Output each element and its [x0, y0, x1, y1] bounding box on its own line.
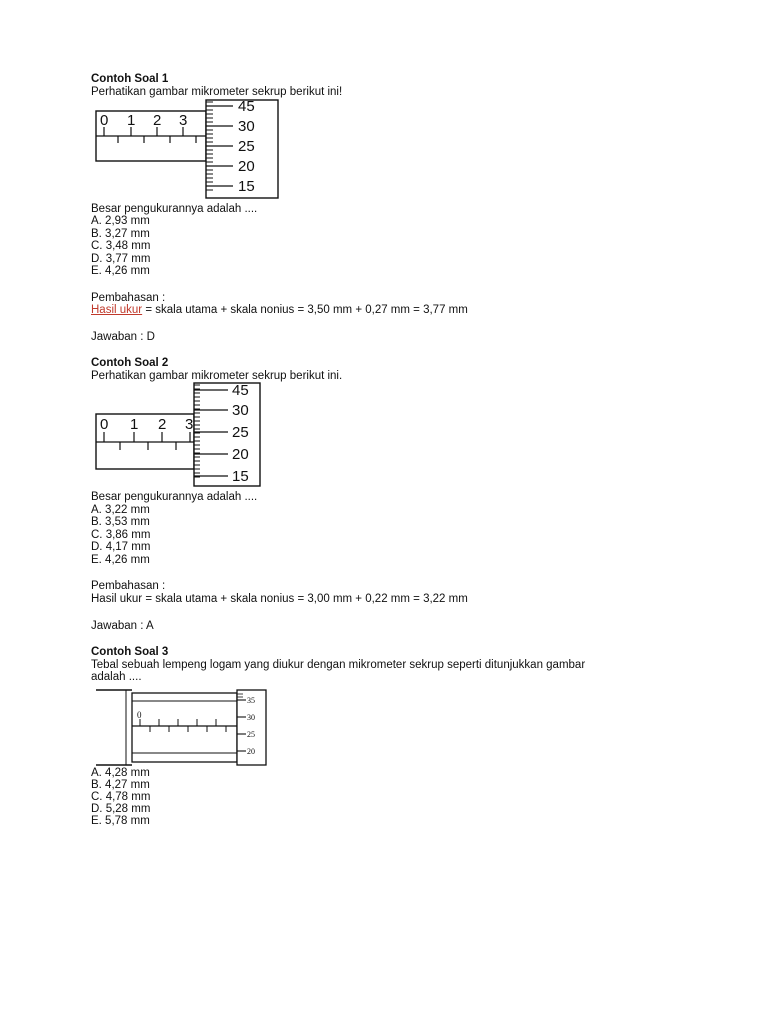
- q1-thimble-45: 45: [238, 98, 255, 115]
- q1-main-scale-1: 1: [127, 112, 136, 129]
- q2-discussion-label: Pembahasan :: [91, 580, 166, 592]
- q3-micrometer-figure: [94, 688, 270, 768]
- q2-option-d: D. 4,17 mm: [91, 541, 151, 553]
- q1-thimble-30: 30: [238, 118, 255, 135]
- q3-thimble-35: 35: [247, 696, 255, 705]
- q3-prompt-line1: Tebal sebuah lempeng logam yang diukur dengan mikrometer sekrup seperti ditunjukkan gambar: [91, 659, 586, 671]
- q3-thimble-30: 30: [247, 713, 255, 722]
- q1-main-scale-0: 0: [100, 112, 109, 129]
- q2-thimble-25: 25: [232, 424, 249, 441]
- q3-option-a: A. 4,28 mm: [91, 767, 150, 779]
- q2-main-scale-1: 1: [130, 416, 139, 433]
- q1-main-scale-3: 3: [179, 112, 188, 129]
- q1-main-scale-2: 2: [153, 112, 162, 129]
- q3-option-b: B. 4,27 mm: [91, 779, 150, 791]
- q1-formula-text: = skala utama + skala nonius = 3,50 mm + 0,27 mm = 3,77 mm: [142, 304, 468, 316]
- q3-title: Contoh Soal 3: [91, 646, 169, 658]
- q1-question: Besar pengukurannya adalah ....: [91, 203, 258, 215]
- q2-main-scale-2: 2: [158, 416, 167, 433]
- q2-main-scale-3: 3: [185, 416, 194, 433]
- hasil-ukur-link[interactable]: Hasil ukur: [91, 304, 143, 316]
- q2-option-a: A. 3,22 mm: [91, 504, 150, 516]
- q2-title: Contoh Soal 2: [91, 357, 169, 369]
- q2-prompt: Perhatikan gambar mikrometer sekrup berikut ini.: [91, 370, 343, 382]
- q3-prompt-line2: adalah ....: [91, 671, 142, 683]
- q2-formula: Hasil ukur = skala utama + skala nonius = 3,00 mm + 0,22 mm = 3,22 mm: [91, 593, 468, 605]
- q1-micrometer-figure: [94, 99, 284, 202]
- q1-option-c: C. 3,48 mm: [91, 240, 151, 252]
- q2-option-b: B. 3,53 mm: [91, 516, 150, 528]
- q1-thimble-15: 15: [238, 178, 255, 195]
- q2-question: Besar pengukurannya adalah ....: [91, 491, 258, 503]
- q2-option-e: E. 4,26 mm: [91, 554, 150, 566]
- q1-option-b: B. 3,27 mm: [91, 228, 150, 240]
- q2-thimble-20: 20: [232, 446, 249, 463]
- q2-thimble-30: 30: [232, 402, 249, 419]
- q1-title: Contoh Soal 1: [91, 73, 169, 85]
- q2-answer: Jawaban : A: [91, 620, 154, 632]
- q3-thimble-25: 25: [247, 730, 255, 739]
- q2-micrometer-figure: [94, 382, 264, 488]
- q1-formula: [91, 304, 468, 317]
- q1-option-e: E. 4,26 mm: [91, 265, 150, 277]
- q3-option-e: E. 5,78 mm: [91, 815, 150, 827]
- q1-discussion-label: Pembahasan :: [91, 292, 166, 304]
- q1-thimble-25: 25: [238, 138, 255, 155]
- q2-main-scale-0: 0: [100, 416, 109, 433]
- q1-option-d: D. 3,77 mm: [91, 253, 151, 265]
- q2-thimble-45: 45: [232, 382, 249, 399]
- q2-thimble-15: 15: [232, 468, 249, 485]
- q1-thimble-20: 20: [238, 158, 255, 175]
- q3-thimble-20: 20: [247, 747, 255, 756]
- q3-main-scale-0: 0: [137, 710, 142, 720]
- q1-prompt: Perhatikan gambar mikrometer sekrup berikut ini!: [91, 86, 343, 98]
- q3-option-d: D. 5,28 mm: [91, 803, 151, 815]
- q2-option-c: C. 3,86 mm: [91, 529, 151, 541]
- q1-answer: Jawaban : D: [91, 331, 155, 343]
- q3-option-c: C. 4,78 mm: [91, 791, 151, 803]
- q1-option-a: A. 2,93 mm: [91, 215, 150, 227]
